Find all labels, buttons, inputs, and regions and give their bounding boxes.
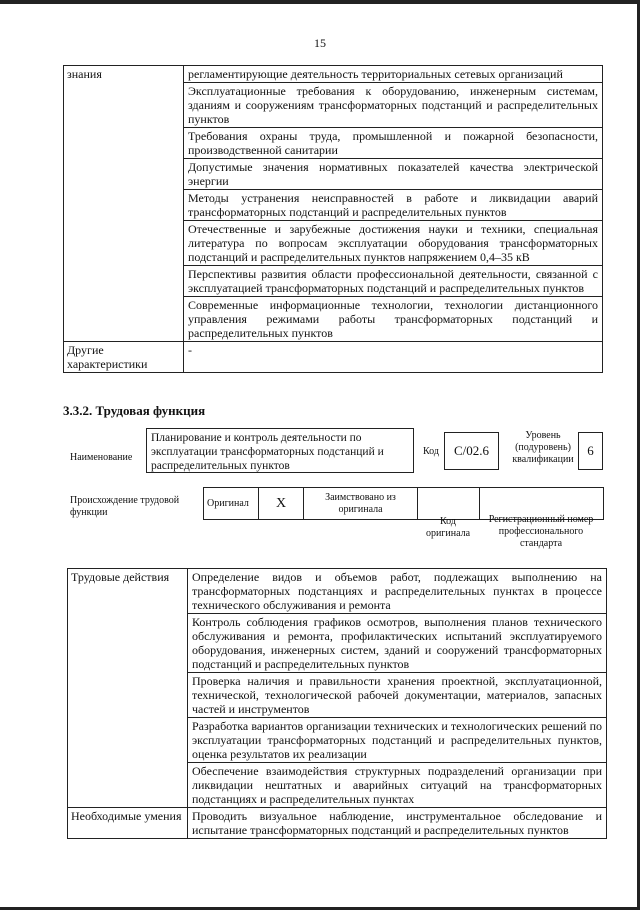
table-row — [64, 66, 603, 83]
action-item: Определение видов и объемов работ, подлежащих выполнению на трансформаторных подстанциях и распределительных пунктах в процессе технического обслуживания и ремонта — [188, 569, 607, 614]
knowledge-item: Допустимые значения нормативных показателей качества электрической энергии — [184, 159, 603, 190]
registration-caption: Регистрационный номер профессионального стандарта — [488, 514, 594, 549]
row-label: Другие характеристики — [64, 342, 184, 373]
code-label: Код — [423, 446, 439, 457]
table-row — [68, 569, 607, 614]
origin-label: Происхождение трудовой функции — [70, 495, 180, 518]
section-title: 3.3.2. Трудовая функция — [63, 403, 206, 418]
knowledge-item: регламентирующие деятельность территориальных сетевых организаций — [184, 66, 603, 83]
action-item: Проверка наличия и правильности хранения проектной, эксплуатационной, технической, технологической рабочей документации, материалов, запасных частей и инструментов — [188, 673, 607, 718]
skill-item: Проводить визуальное наблюдение, инструментальное обследование и испытание трансформаторных подстанций и распределительных пунктов — [188, 808, 607, 839]
action-item: Разработка вариантов организации технических и технологических решений по эксплуатации трансформаторных подстанций и распределительных пунктов, оценка результатов их реализации — [188, 718, 607, 763]
row-label: Необходимые умения — [68, 808, 188, 839]
row-label: знания — [64, 66, 184, 342]
table-row — [68, 808, 607, 839]
knowledge-table — [63, 65, 603, 373]
row-label: Трудовые действия — [68, 569, 188, 808]
page-number: 15 — [314, 36, 326, 50]
function-name-value: Планирование и контроль деятельности по эксплуатации трансформаторных подстанций и распределительных пунктов — [146, 428, 414, 473]
original-mark: X — [259, 488, 304, 520]
name-label: Наименование — [70, 452, 133, 463]
knowledge-item: Требования охраны труда, промышленной и пожарной безопасности, производственной санитарии — [184, 128, 603, 159]
action-item: Контроль соблюдения графиков осмотров, выполнения планов технического обслуживания и ремонта, профилактических испытаний эксплуатируемого оборудования, инженерных систем, зданий и сооружений трансформаторных подстанций и распределительных пунктов — [188, 614, 607, 673]
borrowed-label: Заимствовано из оригинала — [304, 488, 418, 520]
knowledge-item: Методы устранения неисправностей в работе и ликвидации аварий трансформаторных подстанций и распределительных пунктов — [184, 190, 603, 221]
level-value: 6 — [578, 432, 603, 470]
original-code-cell — [418, 488, 480, 520]
knowledge-item: Отечественные и зарубежные достижения науки и техники, специальная литература по вопросам эксплуатации оборудования трансформаторных подстанций и распределительных пунктов напряжением 0,4–35 кВ — [184, 221, 603, 266]
actions-table — [67, 568, 607, 839]
knowledge-item: Эксплуатационные требования к оборудованию, инженерным системам, зданиям и сооружениям трансформаторных подстанций и распределительных пунктов — [184, 83, 603, 128]
action-item: Обеспечение взаимодействия структурных подразделений организации при ликвидации нештатных и аварийных ситуаций на трансформаторных подстанциях и распределительных пунктах — [188, 763, 607, 808]
other-characteristics-value: - — [184, 342, 603, 373]
scan-edge-top — [0, 0, 640, 4]
knowledge-item: Перспективы развития области профессиональной деятельности, связанной с эксплуатацией трансформаторных подстанций и распределительных пунктов — [184, 266, 603, 297]
level-label: Уровень (подуровень) квалификации — [512, 430, 574, 465]
original-label: Оригинал — [204, 488, 259, 520]
knowledge-item: Современные информационные технологии, технологии дистанционного управления режимами работы трансформаторных подстанций и распределительных пунктов — [184, 297, 603, 342]
table-row — [64, 342, 603, 373]
function-code-value: С/02.6 — [444, 432, 499, 470]
code-caption: Код оригинала — [425, 516, 471, 539]
